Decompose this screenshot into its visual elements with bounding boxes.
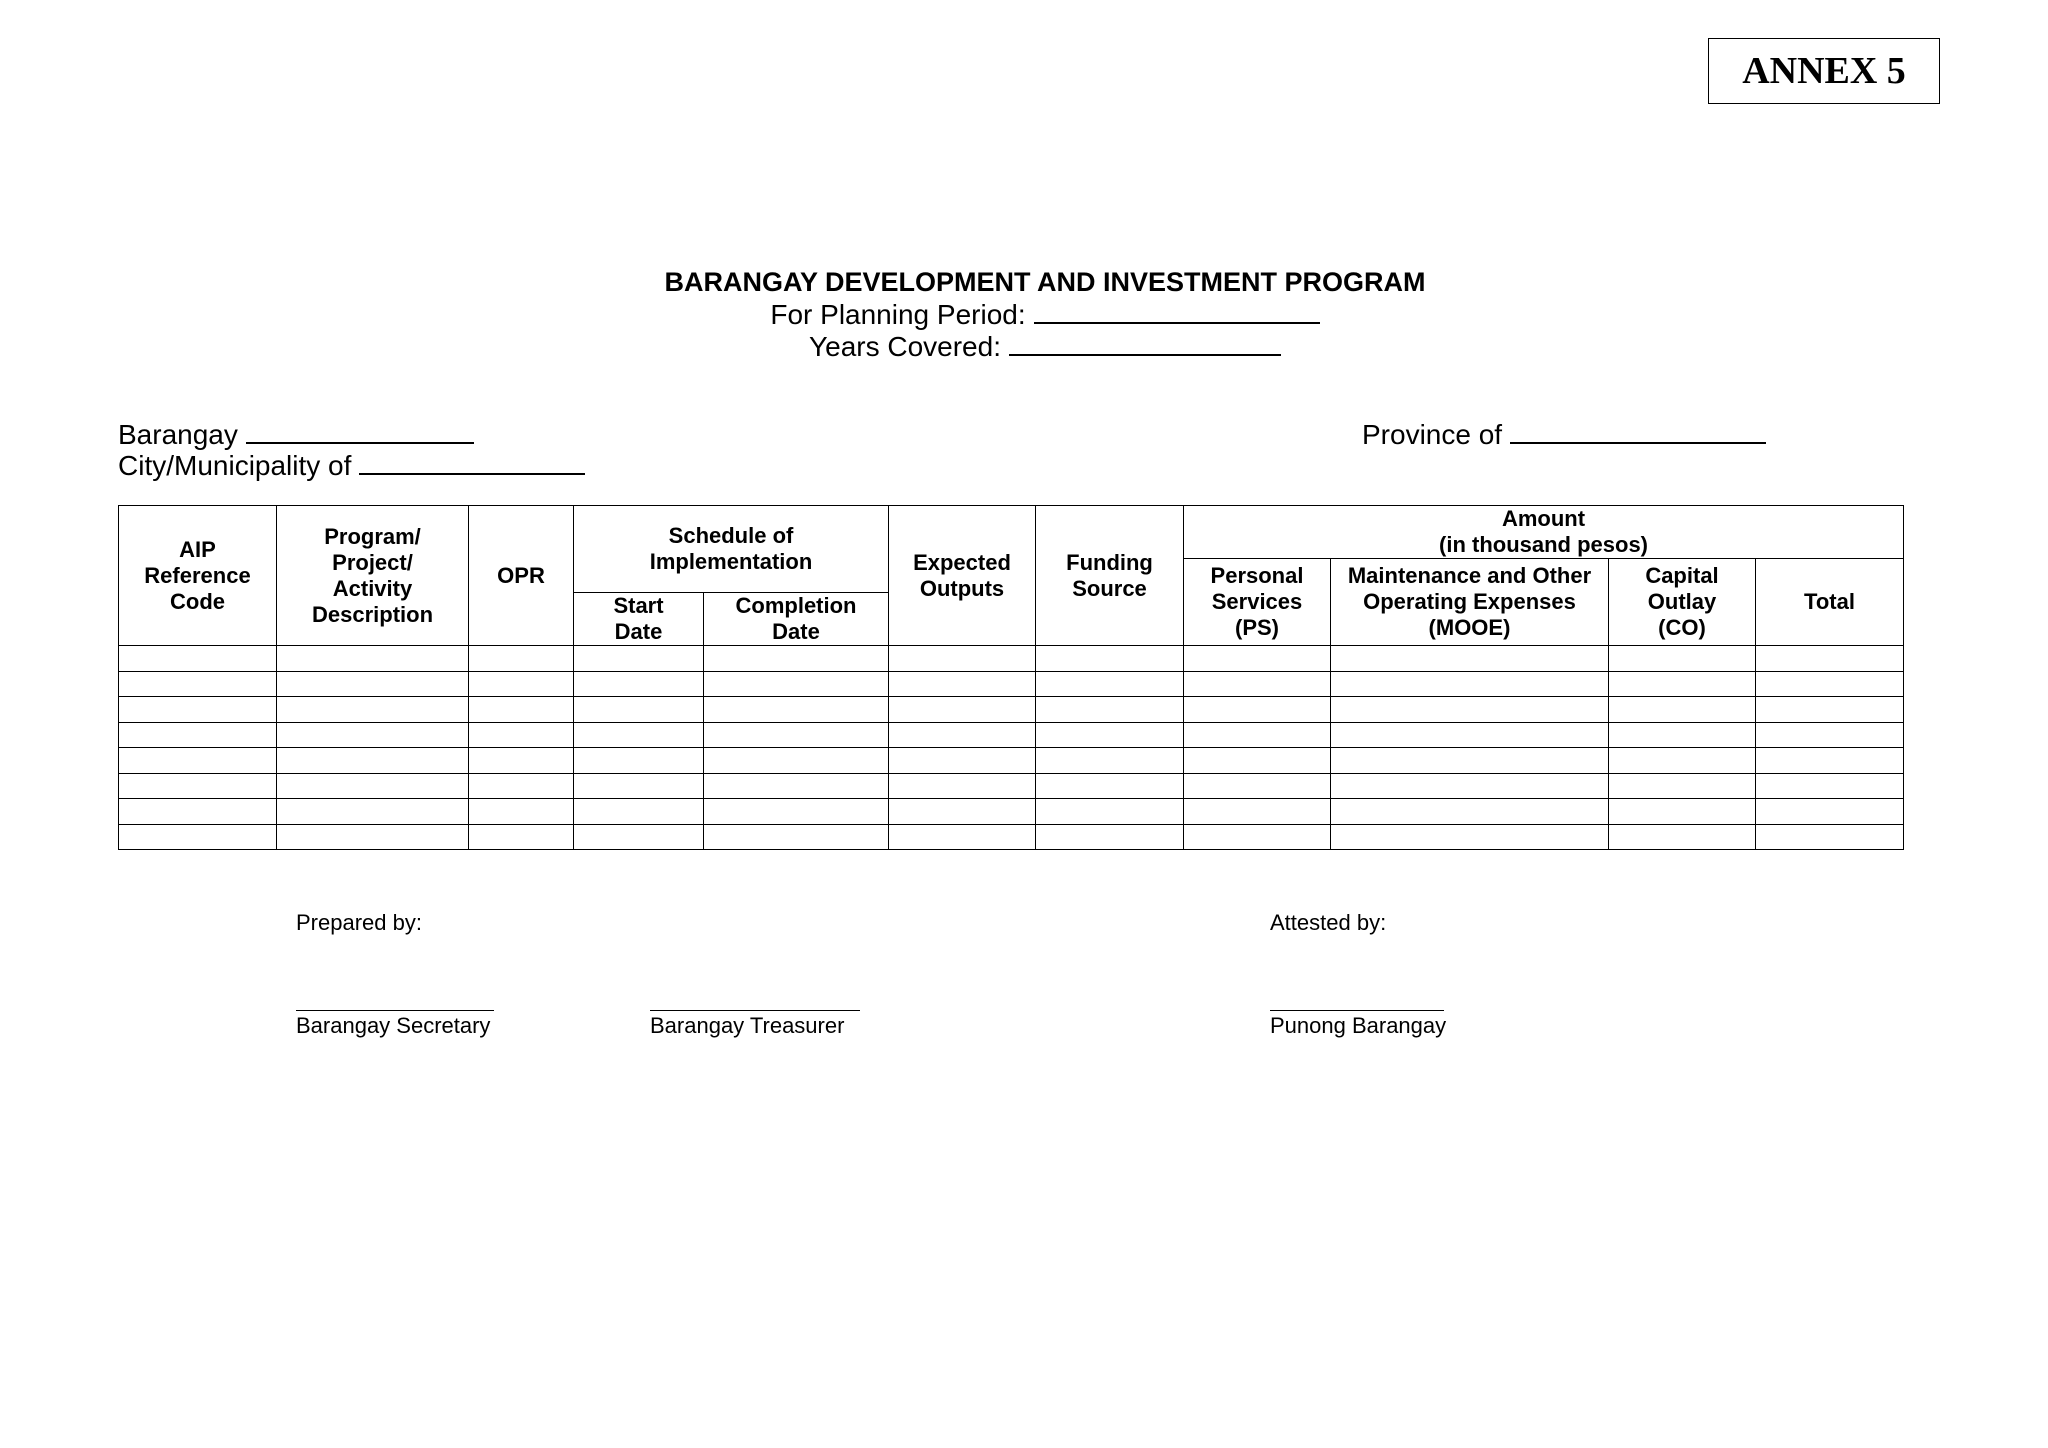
table-cell[interactable] xyxy=(469,773,574,799)
table-cell[interactable] xyxy=(277,671,469,697)
city-label: City/Municipality of xyxy=(118,450,352,481)
table-cell[interactable] xyxy=(1036,697,1184,723)
table-cell[interactable] xyxy=(574,697,704,723)
years-covered-line xyxy=(0,330,2048,362)
table-cell[interactable] xyxy=(1036,722,1184,748)
table-cell[interactable] xyxy=(1756,722,1904,748)
table-cell[interactable] xyxy=(704,671,889,697)
table-row xyxy=(119,799,1904,825)
table-cell[interactable] xyxy=(1756,773,1904,799)
table-cell[interactable] xyxy=(704,773,889,799)
table-cell[interactable] xyxy=(704,646,889,672)
table-cell[interactable] xyxy=(1184,697,1331,723)
table-cell[interactable] xyxy=(119,773,277,799)
table-cell[interactable] xyxy=(277,722,469,748)
table-body xyxy=(119,646,1904,850)
barangay-field xyxy=(118,418,474,450)
table-cell[interactable] xyxy=(1609,799,1756,825)
header-amount-label: Amount xyxy=(1501,506,1586,531)
table-cell[interactable] xyxy=(277,824,469,850)
secretary-label: Barangay Secretary xyxy=(296,1013,491,1038)
table-cell[interactable] xyxy=(1609,722,1756,748)
header-personal-services: Personal Services (PS) xyxy=(1184,559,1331,646)
table-cell[interactable] xyxy=(889,748,1036,774)
treasurer-label: Barangay Treasurer xyxy=(650,1013,845,1038)
table-cell[interactable] xyxy=(1331,722,1609,748)
table-cell[interactable] xyxy=(119,671,277,697)
table-cell[interactable] xyxy=(1756,671,1904,697)
table-cell[interactable] xyxy=(469,748,574,774)
table-cell[interactable] xyxy=(1609,773,1756,799)
table-row xyxy=(119,824,1904,850)
table-cell[interactable] xyxy=(469,722,574,748)
table-cell[interactable] xyxy=(1609,824,1756,850)
city-field xyxy=(118,449,585,481)
table-cell[interactable] xyxy=(1184,671,1331,697)
table-cell[interactable] xyxy=(1331,697,1609,723)
table-cell[interactable] xyxy=(1184,799,1331,825)
table-cell[interactable] xyxy=(1036,824,1184,850)
table-cell[interactable] xyxy=(1184,646,1331,672)
punong-label: Punong Barangay xyxy=(1270,1013,1447,1038)
table-cell[interactable] xyxy=(277,646,469,672)
punong-signature-line[interactable] xyxy=(1270,1010,1444,1011)
header-funding-source: Funding Source xyxy=(1036,506,1184,646)
table-cell[interactable] xyxy=(1609,671,1756,697)
barangay-blank[interactable] xyxy=(246,418,474,444)
table-cell[interactable] xyxy=(889,773,1036,799)
table-cell[interactable] xyxy=(277,799,469,825)
table-row xyxy=(119,697,1904,723)
table-cell[interactable] xyxy=(889,722,1036,748)
table-cell[interactable] xyxy=(1331,748,1609,774)
table-row xyxy=(119,773,1904,799)
table-cell[interactable] xyxy=(1331,799,1609,825)
table-cell[interactable] xyxy=(1036,773,1184,799)
province-field xyxy=(1362,418,1766,450)
header-expected-outputs: Expected Outputs xyxy=(889,506,1036,646)
table-row xyxy=(119,748,1904,774)
planning-period-line xyxy=(0,298,2048,330)
table-cell[interactable] xyxy=(704,697,889,723)
header-block xyxy=(0,266,2048,362)
planning-period-blank[interactable] xyxy=(1034,298,1320,324)
header-program-description: Program/ Project/ Activity Description xyxy=(277,506,469,646)
header-schedule: Schedule of Implementation xyxy=(574,506,889,593)
table-cell[interactable] xyxy=(704,748,889,774)
table-cell[interactable] xyxy=(704,722,889,748)
table-cell[interactable] xyxy=(574,773,704,799)
table-cell[interactable] xyxy=(119,799,277,825)
table-cell[interactable] xyxy=(1184,824,1331,850)
table-cell[interactable] xyxy=(704,799,889,825)
table-cell[interactable] xyxy=(1184,722,1331,748)
province-label: Province of xyxy=(1362,419,1503,450)
header-opr: OPR xyxy=(469,506,574,646)
barangay-label: Barangay xyxy=(118,419,238,450)
table-cell[interactable] xyxy=(1756,799,1904,825)
city-blank[interactable] xyxy=(359,449,585,475)
table-cell[interactable] xyxy=(1756,748,1904,774)
annex-label: ANNEX 5 xyxy=(1708,38,1940,104)
table-row xyxy=(119,646,1904,672)
table-cell[interactable] xyxy=(1331,773,1609,799)
table-cell[interactable] xyxy=(889,671,1036,697)
table-cell[interactable] xyxy=(277,697,469,723)
header-capital-outlay: Capital Outlay (CO) xyxy=(1609,559,1756,646)
table-cell[interactable] xyxy=(1756,646,1904,672)
table-cell[interactable] xyxy=(469,799,574,825)
table-cell[interactable] xyxy=(1609,646,1756,672)
table-cell[interactable] xyxy=(277,773,469,799)
table-cell[interactable] xyxy=(574,671,704,697)
table-cell[interactable] xyxy=(469,646,574,672)
province-blank[interactable] xyxy=(1510,418,1766,444)
table-cell[interactable] xyxy=(469,824,574,850)
table-cell[interactable] xyxy=(889,697,1036,723)
header-start-date: Start Date xyxy=(574,593,704,646)
planning-period-label: For Planning Period: xyxy=(770,299,1026,330)
table-cell[interactable] xyxy=(277,748,469,774)
table-cell[interactable] xyxy=(469,671,574,697)
secretary-signature-line[interactable] xyxy=(296,1010,494,1011)
table-cell[interactable] xyxy=(119,646,277,672)
header-total: Total xyxy=(1756,559,1904,646)
header-row-1 xyxy=(119,506,1904,559)
table-cell[interactable] xyxy=(119,722,277,748)
table-cell[interactable] xyxy=(889,646,1036,672)
attested-by-label: Attested by: xyxy=(1270,910,1387,935)
table-cell[interactable] xyxy=(1184,748,1331,774)
table-cell[interactable] xyxy=(1036,671,1184,697)
table-cell[interactable] xyxy=(889,824,1036,850)
table-cell[interactable] xyxy=(1331,671,1609,697)
table-cell[interactable] xyxy=(574,748,704,774)
header-amount xyxy=(1184,506,1904,559)
table-cell[interactable] xyxy=(574,824,704,850)
treasurer-signature-line[interactable] xyxy=(650,1010,860,1011)
header-aip-code: AIP Reference Code xyxy=(119,506,277,646)
form-title: BARANGAY DEVELOPMENT AND INVESTMENT PROGRAM xyxy=(664,267,1426,297)
table-cell[interactable] xyxy=(1609,748,1756,774)
header-completion-date: Completion Date xyxy=(704,593,889,646)
years-covered-blank[interactable] xyxy=(1009,330,1281,356)
table-cell[interactable] xyxy=(574,722,704,748)
header-mooe: Maintenance and Other Operating Expenses (MOOE) xyxy=(1331,559,1609,646)
table-row xyxy=(119,722,1904,748)
table-cell[interactable] xyxy=(1756,697,1904,723)
table-cell[interactable] xyxy=(1609,697,1756,723)
table-row xyxy=(119,671,1904,697)
table-cell[interactable] xyxy=(1184,773,1331,799)
table-cell[interactable] xyxy=(1036,799,1184,825)
table-cell[interactable] xyxy=(574,646,704,672)
table-cell[interactable] xyxy=(469,697,574,723)
table-cell[interactable] xyxy=(1036,748,1184,774)
table-cell[interactable] xyxy=(574,799,704,825)
table-cell[interactable] xyxy=(889,799,1036,825)
table-cell[interactable] xyxy=(1331,824,1609,850)
table-cell[interactable] xyxy=(704,824,889,850)
investment-program-table xyxy=(118,505,1904,850)
table-cell[interactable] xyxy=(119,748,277,774)
prepared-by-label: Prepared by: xyxy=(296,910,422,935)
table-cell[interactable] xyxy=(119,697,277,723)
years-covered-label: Years Covered: xyxy=(809,331,1001,362)
header-amount-unit: (in thousand pesos) xyxy=(1439,532,1648,557)
table-cell[interactable] xyxy=(119,824,277,850)
table-cell[interactable] xyxy=(1756,824,1904,850)
table-cell[interactable] xyxy=(1036,646,1184,672)
table-cell[interactable] xyxy=(1331,646,1609,672)
